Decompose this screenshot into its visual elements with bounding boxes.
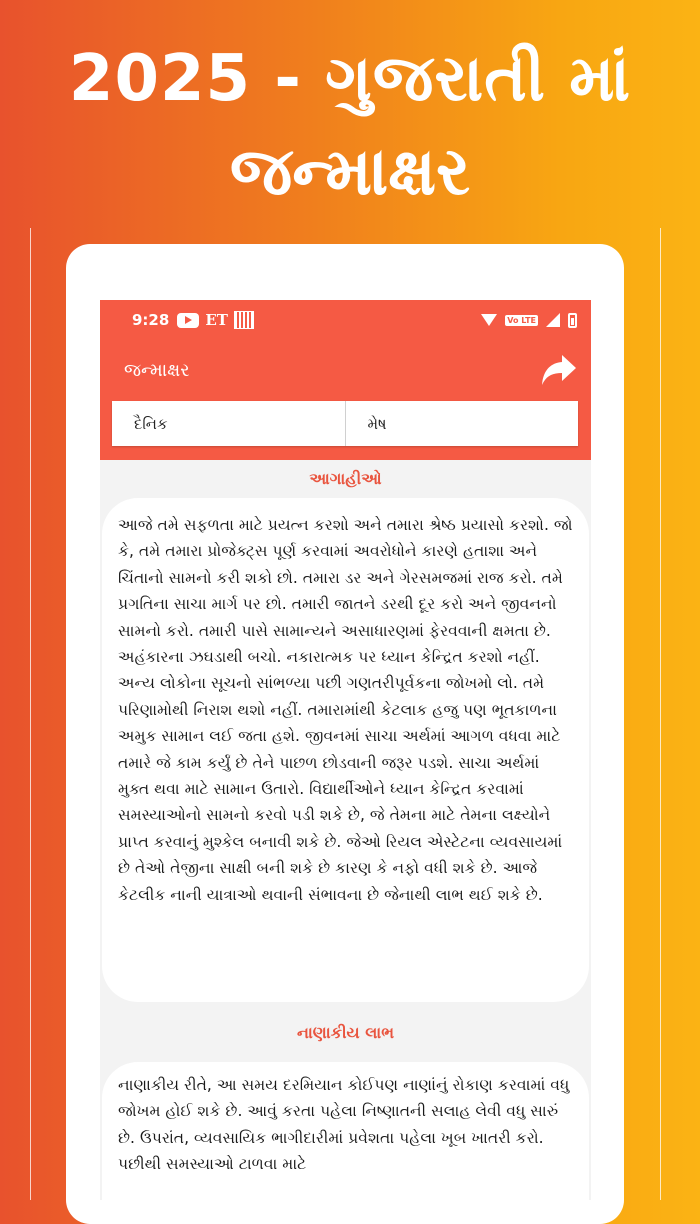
wifi-icon [481, 314, 497, 326]
status-bar [100, 300, 591, 340]
toolbar [100, 340, 591, 400]
frame-divider-left [30, 228, 31, 1200]
headline-line-2: જન્માક્ષર [229, 133, 471, 210]
period-selector[interactable]: દૈનિક [134, 414, 168, 433]
financial-gain-card: નાણાકીય રીતે, આ સમય દરમિયાન કોઈપણ નાણાંનું રોકાણ કરવામાં વધુ જોખમ હોઈ શકે છે. આવું કરતા પહેલા નિષ્ણાતની સલાહ લેવી વધુ સારું છે. ઉપરાંત, વ્યવસાયિક ભાગીદારીમાં પ્રવેશતા પહેલા ખૂબ ખાતરી કરો. પછીથી સમસ્યાઓ ટાળવા માટે [102, 1062, 589, 1200]
youtube-icon [177, 313, 199, 328]
status-time: 9:28 [132, 311, 170, 329]
frame-divider-right [660, 228, 661, 1200]
predictions-title: આગાહીઓ [309, 469, 382, 488]
et-icon: ET [205, 311, 228, 329]
status-icons [481, 313, 577, 328]
zodiac-sign-selector[interactable]: મેષ [345, 401, 579, 446]
app-screen [100, 300, 591, 1200]
filter-selectors [112, 401, 578, 446]
headline-line-1: 2025 - ગુજરાતી માં [68, 42, 632, 116]
promo-headline [0, 40, 700, 222]
signal-icon [546, 313, 560, 327]
battery-icon [568, 313, 577, 328]
share-icon[interactable] [539, 350, 579, 390]
predictions-card: આજે તમે સફળતા માટે પ્રયત્ન કરશો અને તમારા શ્રેષ્ઠ પ્રયાસો કરશો. જો કે, તમે તમારા પ્રોજેક્ટ્સ પૂર્ણ કરવામાં અવરોધોને કારણે હતાશા અને ચિંતાનો સામનો કરી શકો છો. તમારા ડર અને ગેરસમજમાં રાજ કરો. તમે પ્રગતિના સાચા માર્ગ પર છો. તમારી જાતને ડરથી દૂર કરો અને જીવનનો સામનો કરો. તમારી પાસે સામાન્યને અસાધારણમાં ફેરવવાની ક્ષમતા છે. અહંકારના ઝઘડાથી બચો. નકારાત્મક પર ધ્યાન કેન્દ્રિત કરશો નહીં. અન્ય લોકોના સૂચનો સાંભળ્યા પછી ગણતરીપૂર્વકના જોખમો લો. તમે પરિણામોથી નિરાશ થશો નહીં. તમારામાંથી કેટલાક હજુ પણ ભૂતકાળના અમુક સામાન લઈ જતા હશે. જીવનમાં સાચા અર્થમાં આગળ વધવા માટે તમારે જે કામ કર્યું છે તેને પાછળ છોડવાની જરૂર પડશે. સાચા અર્થમાં મુક્ત થવા માટે સામાન ઉતારો. વિદ્યાર્થીઓને ધ્યાન કેન્દ્રિત કરવામાં સમસ્યાઓનો સામનો કરવો પડી શકે છે, જે તેમના માટે તેમના લક્ષ્યોને પ્રાપ્ત કરવાનું મુશ્કેલ બનાવી શકે છે. જેઓ રિયલ એસ્ટેટના વ્યવસાયમાં છે તેઓ તેજીના સાક્ષી બની શકે છે કારણ કે નફો વધી શકે છે. આજે કેટલીક નાની યાત્રાઓ થવાની સંભાવના છે જેનાથી લાભ થઈ શકે છે. [102, 498, 589, 1002]
volte-icon: Vo LTE [507, 315, 536, 325]
toolbar-title: જન્માક્ષર [124, 359, 190, 381]
app-bar [100, 300, 591, 460]
financial-gain-title: નાણાકીય લાભ [296, 1023, 395, 1042]
share-arrow-glyph [540, 353, 578, 387]
calendar-icon [234, 311, 254, 329]
